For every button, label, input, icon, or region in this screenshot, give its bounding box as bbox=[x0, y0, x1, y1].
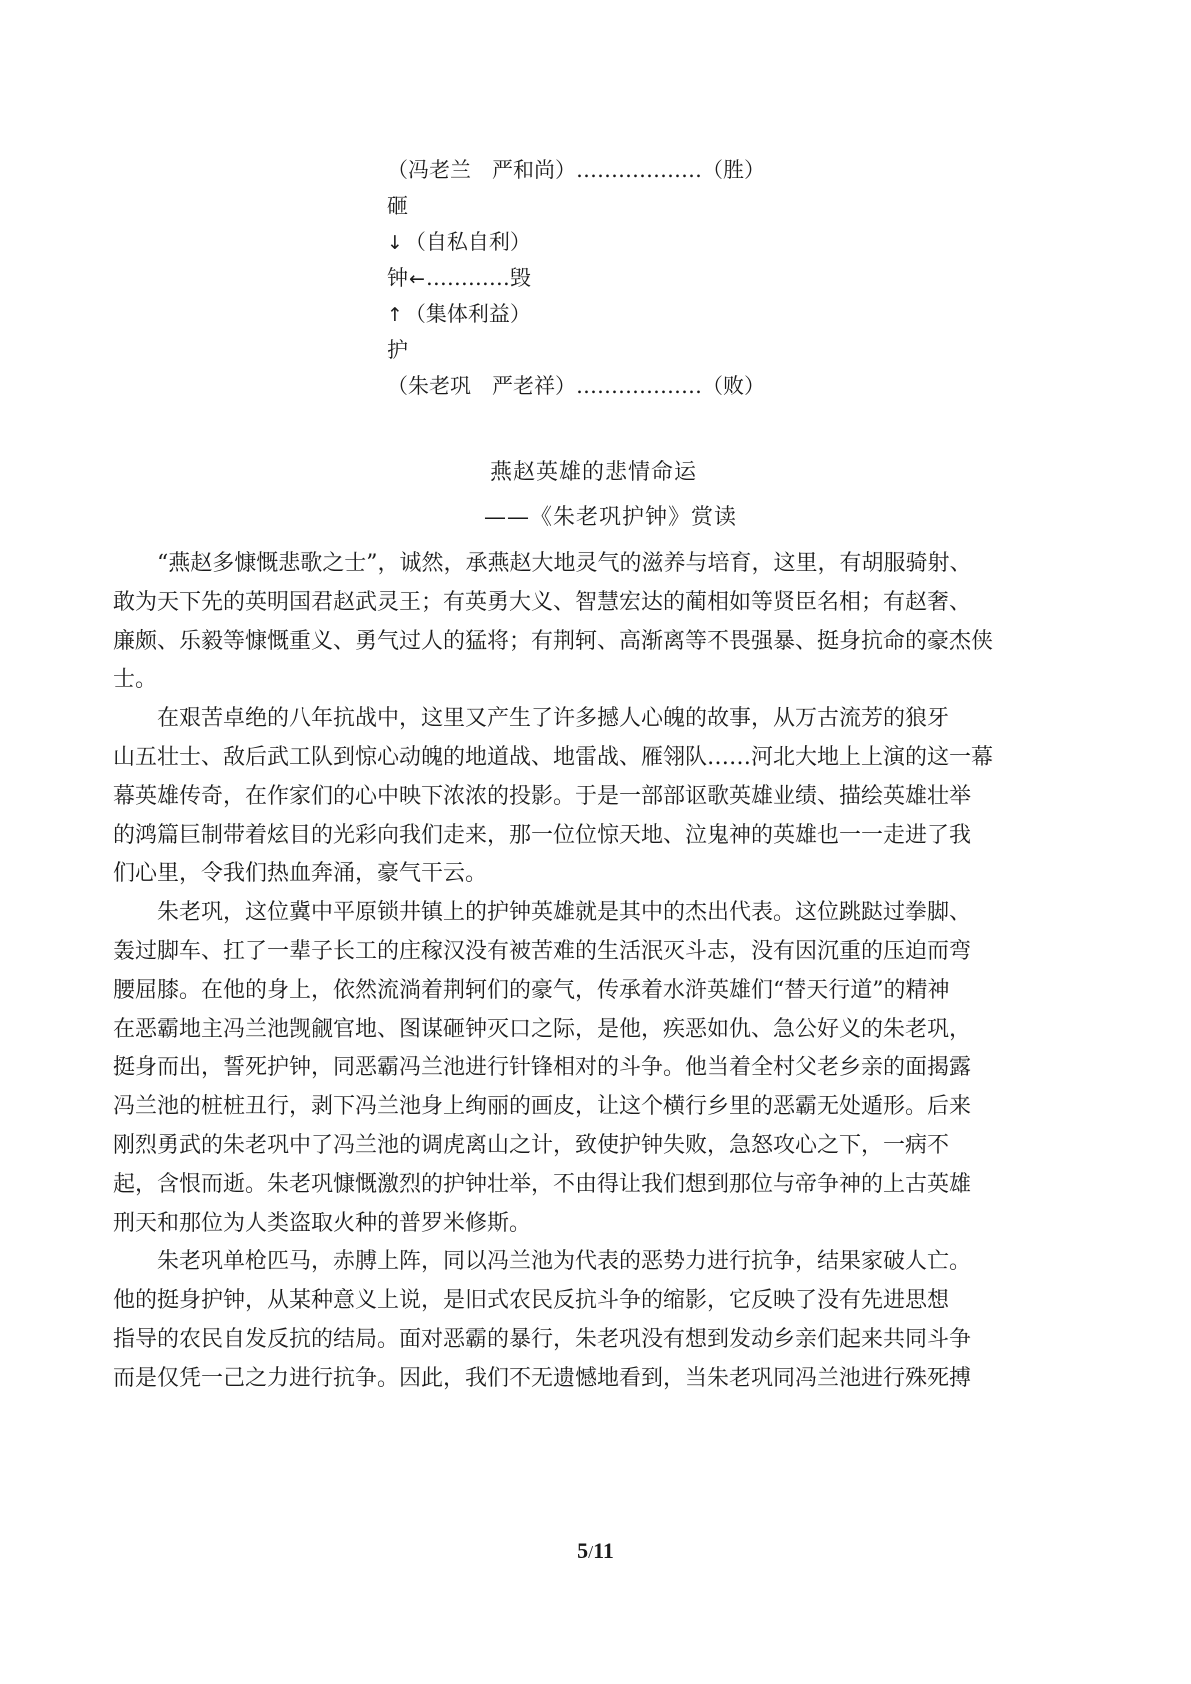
article-subtitle: ——《朱老巩护钟》赏读 bbox=[484, 505, 738, 530]
body-line: 幕英雄传奇，在作家们的心中映下浓浓的投影。于是一部部讴歌英雄业绩、描绘英雄壮举 bbox=[113, 783, 972, 809]
diagram-label-collective: （集体利益） bbox=[404, 302, 531, 326]
body-line: 朱老巩，这位冀中平原锁井镇上的护钟英雄就是其中的杰出代表。这位跳跶过拳脚、 bbox=[157, 900, 972, 926]
body-line: “燕赵多慷慨悲歌之士”，诚然，承燕赵大地灵气的滋养与培育，这里，有胡服骑射、 bbox=[157, 551, 972, 576]
body-line: 朱老巩单枪匹马，赤膊上阵，同以冯兰池为代表的恶势力进行抗争，结果家破人亡。 bbox=[157, 1249, 972, 1275]
diagram-row-collective bbox=[387, 296, 807, 332]
body-line: 的鸿篇巨制带着炫目的光彩向我们走来，那一位位惊天地、泣鬼神的英雄也一一走进了我 bbox=[113, 822, 972, 848]
diagram-row-bell bbox=[387, 260, 807, 296]
body-line: 挺身而出，誓死护钟，同恶霸冯兰池进行针锋相对的斗争。他当着全村父老乡亲的面揭露 bbox=[113, 1055, 972, 1081]
relationship-diagram bbox=[387, 152, 807, 404]
body-line: 而是仅凭一己之力进行抗争。因此，我们不无遗憾地看到，当朱老巩同冯兰池进行殊死搏 bbox=[113, 1365, 972, 1391]
body-line: 廉颇、乐毅等慷慨重义、勇气过人的猛将；有荆轲、高渐离等不畏强暴、挺身抗命的豪杰侠 bbox=[113, 628, 994, 654]
diagram-label-destroy: …………毁 bbox=[425, 266, 531, 290]
page-separator: / bbox=[588, 1542, 594, 1562]
diagram-label-bell: 钟 bbox=[387, 266, 408, 290]
page-total: 11 bbox=[593, 1538, 614, 1563]
body-line: 腰屈膝。在他的身上，依然流淌着荆轲们的豪气，传承着水浒英雄们“替天行道”的精神 bbox=[113, 977, 950, 1003]
body-line: 冯兰池的桩桩丑行，剥下冯兰池身上绚丽的画皮，让这个横行乡里的恶霸无处遁形。后来 bbox=[113, 1094, 972, 1120]
diagram-row-defeated: （朱老巩 严老祥）………………（败） bbox=[387, 374, 765, 398]
page-current: 5 bbox=[577, 1538, 589, 1563]
body-line: 刚烈勇武的朱老巩中了冯兰池的调虎离山之计，致使护钟失败，急怒攻心之下，一病不 bbox=[113, 1132, 950, 1158]
body-line: 起，含恨而逝。朱老巩慷慨激烈的护钟壮举，不由得让我们想到那位与帝争神的上古英雄 bbox=[113, 1171, 972, 1197]
body-line: 轰过脚车、扛了一辈子长工的庄稼汉没有被苦难的生活泯灭斗志，没有因沉重的压迫而弯 bbox=[113, 938, 972, 964]
diagram-row-victors: （冯老兰 严和尚）………………（胜） bbox=[387, 158, 765, 182]
diagram-label-selfish: （自私自利） bbox=[404, 230, 531, 254]
body-line: 士。 bbox=[113, 667, 158, 693]
body-line: 他的挺身护钟，从某种意义上说，是旧式农民反抗斗争的缩影，它反映了没有先进思想 bbox=[113, 1288, 950, 1314]
arrow-up-icon: ↑ bbox=[387, 304, 403, 326]
body-line: 们心里，令我们热血奔涌，豪气干云。 bbox=[113, 861, 488, 887]
body-line: 在恶霸地主冯兰池觊觎官地、图谋砸钟灭口之际，是他，疾恶如仇、急公好义的朱老巩， bbox=[113, 1016, 972, 1042]
article-body bbox=[113, 545, 1053, 1399]
diagram-row-protect: 护 bbox=[387, 338, 408, 362]
body-line: 刑天和那位为人类盗取火种的普罗米修斯。 bbox=[113, 1210, 532, 1236]
arrow-down-icon: ↓ bbox=[387, 232, 403, 254]
diagram-row-smash: 砸 bbox=[387, 194, 408, 218]
body-line: 敢为天下先的英明国君赵武灵王；有英勇大义、智慧宏达的蔺相如等贤臣名相；有赵奢、 bbox=[113, 589, 972, 615]
body-line: 山五壮士、敌后武工队到惊心动魄的地道战、地雷战、雁翎队……河北大地上上演的这一幕 bbox=[113, 744, 994, 770]
arrow-left-icon: ← bbox=[409, 268, 425, 290]
body-line: 指导的农民自发反抗的结局。面对恶霸的暴行，朱老巩没有想到发动乡亲们起来共同斗争 bbox=[113, 1326, 972, 1352]
page-number bbox=[0, 1538, 1191, 1564]
body-line: 在艰苦卓绝的八年抗战中，这里又产生了许多撼人心魄的故事，从万古流芳的狼牙 bbox=[157, 706, 950, 732]
diagram-row-selfish bbox=[387, 224, 807, 260]
article-title: 燕赵英雄的悲情命运 bbox=[490, 460, 698, 485]
